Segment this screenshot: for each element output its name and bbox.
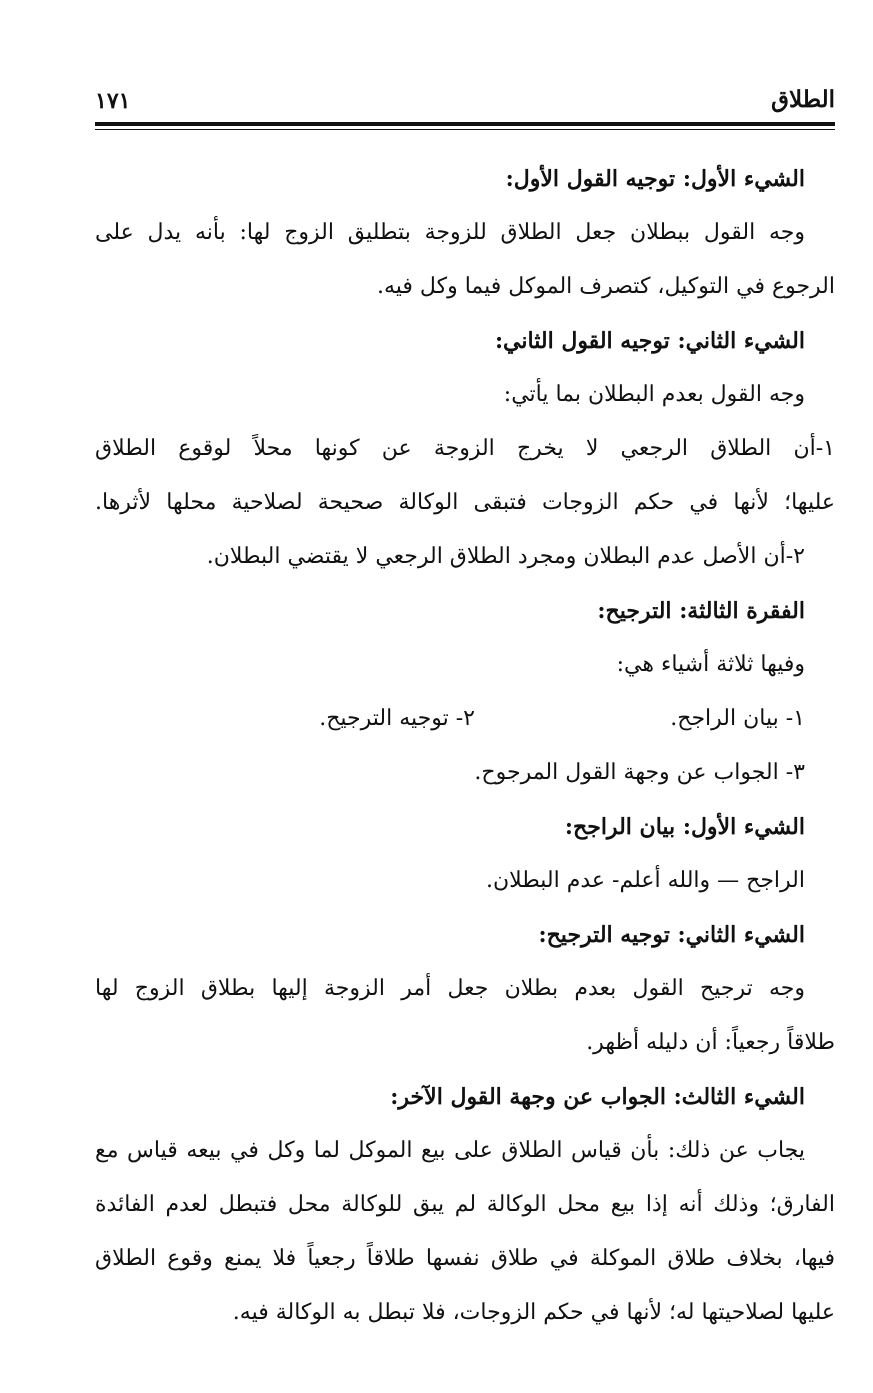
- list-item: ١- بيان الراجح.: [670, 706, 805, 731]
- list-item: ٢- توجيه الترجيح.: [319, 706, 475, 731]
- two-column-list: [95, 692, 835, 746]
- paragraph-line: وجه ترجيح القول بعدم بطلان جعل أمر الزوجة إليها بطلاق الزوج لها: [95, 976, 805, 1001]
- paragraph-line: الفارق؛ وذلك أنه إذا بيع محل الوكالة لم يبق للوكالة محل فتبطل لعدم الفائدة: [95, 1192, 835, 1217]
- header-rule-thick: [95, 122, 835, 126]
- page-number: ١٧١: [95, 88, 131, 114]
- list-item-line: ١-أن الطلاق الرجعي لا يخرج الزوجة عن كونها محلاً لوقوع الطلاق: [95, 436, 835, 461]
- paragraph-line: عليها لصلاحيتها له؛ لأنها في حكم الزوجات، فلا تبطل به الوكالة فيه.: [232, 1300, 835, 1325]
- paragraph-line: الراجح — والله أعلم- عدم البطلان.: [485, 868, 805, 893]
- paragraph-line: فيها، بخلاف طلاق الموكلة في طلاق نفسها طلاقاً رجعياً فلا يمنع وقوع الطلاق: [95, 1246, 835, 1271]
- section-heading: الفقرة الثالثة: الترجيح:: [597, 598, 805, 624]
- list-item-line: ٣- الجواب عن وجهة القول المرجوح.: [474, 760, 805, 785]
- section-heading: الشيء الثاني: توجيه الترجيح:: [538, 922, 805, 948]
- header-rule-thin: [95, 129, 835, 130]
- running-header: [95, 86, 835, 122]
- body-text: [95, 152, 835, 1340]
- section-heading: الشيء الأول: توجيه القول الأول:: [505, 166, 805, 192]
- section-heading: الشيء الثاني: توجيه القول الثاني:: [494, 328, 805, 354]
- paragraph-line: وجه القول ببطلان جعل الطلاق للزوجة بتطليق الزوج لها: بأنه يدل على: [95, 220, 805, 245]
- paragraph-line: وجه القول بعدم البطلان بما يأتي:: [503, 382, 805, 407]
- list-item-line: ٢-أن الأصل عدم البطلان ومجرد الطلاق الرجعي لا يقتضي البطلان.: [206, 544, 805, 569]
- chapter-title: الطلاق: [771, 86, 835, 113]
- paragraph-line: عليها؛ لأنها في حكم الزوجات فتبقى الوكالة صحيحة لصلاحية محلها لأثرها.: [95, 490, 835, 515]
- paragraph-line: طلاقاً رجعياً: أن دليله أظهر.: [586, 1030, 835, 1055]
- section-heading: الشيء الأول: بيان الراجح:: [564, 814, 805, 840]
- section-heading: الشيء الثالث: الجواب عن وجهة القول الآخر:: [390, 1084, 805, 1110]
- paragraph-line: وفيها ثلاثة أشياء هي:: [616, 652, 805, 677]
- paragraph-line: يجاب عن ذلك: بأن قياس الطلاق على بيع الموكل لما وكل في بيعه قياس مع: [95, 1138, 805, 1163]
- paragraph-line: الرجوع في التوكيل، كتصرف الموكل فيما وكل فيه.: [377, 274, 835, 299]
